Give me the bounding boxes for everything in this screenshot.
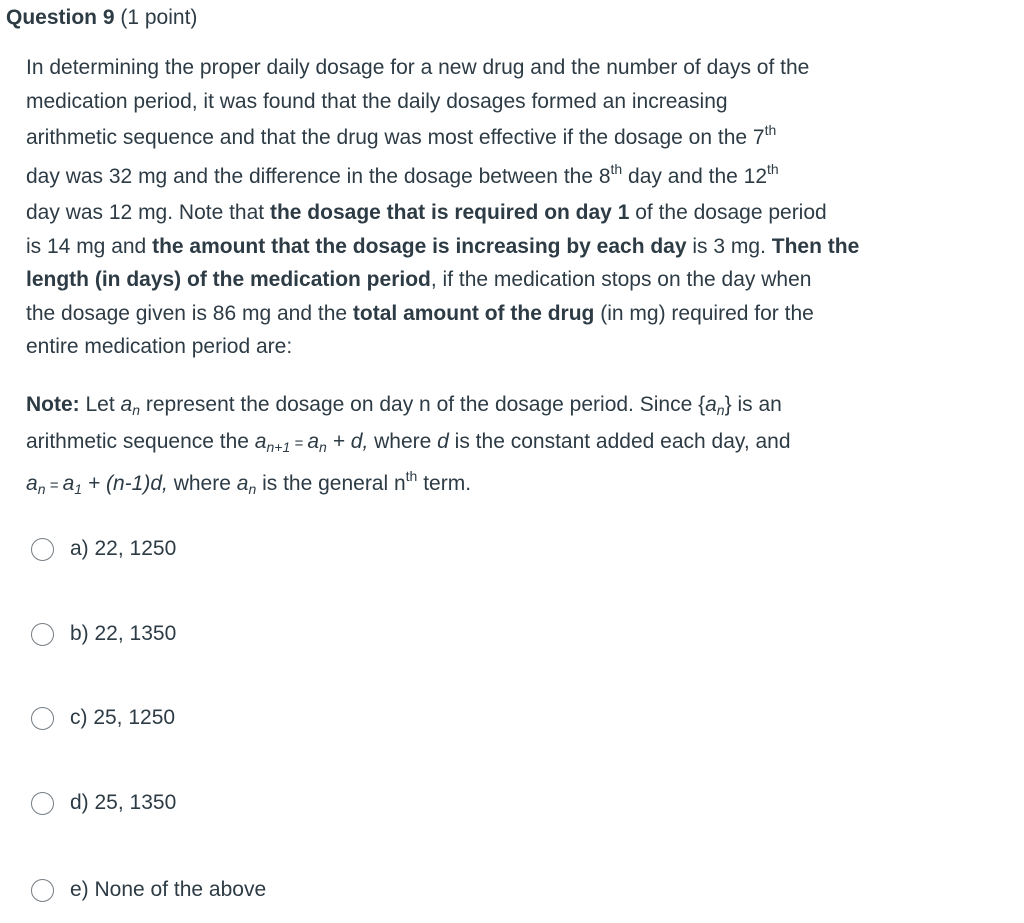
stem-line: arithmetic sequence and that the drug was most effective if the dosage on the 7th [26,122,777,149]
option-b[interactable] [31,622,176,646]
option-c[interactable] [31,706,175,730]
note-line: Note: Let $a_n$ represent the dosage on day n of the dosage period. Since $\{a_n\}$ is an [26,392,782,418]
question-header [6,4,197,32]
radio-button[interactable] [31,879,54,902]
ordinal-suffix: th [767,161,779,177]
option-a[interactable] [31,537,176,561]
stem-line: day was 32 mg and the difference in the dosage between the 8th day and the 12th [26,161,779,188]
option-label: b) 22, 1350 [70,622,177,645]
ordinal-suffix: th [610,161,623,177]
radio-button[interactable] [31,707,54,730]
option-label: d) 25, 1350 [70,791,177,814]
question-body [26,51,986,508]
option-d[interactable] [31,791,176,815]
stem-line: entire medication period are: [26,335,293,358]
option-e[interactable] [31,878,266,902]
option-label: a) 22, 1250 [70,537,177,560]
radio-button[interactable] [31,538,54,561]
note-line: arithmetic sequence the $a_{n+1} = a_n + d$, where d is the constant added each day, and [26,429,791,455]
stem-line: length (in days) of the medication period, if the medication stops on the day when [26,268,812,291]
question-points: (1 point) [120,6,198,29]
option-label: c) 25, 1250 [70,706,176,729]
question-stem [26,51,986,364]
radio-button[interactable] [31,623,54,646]
ordinal-suffix: th [764,122,777,138]
option-label: e) None of the above [70,878,267,901]
stem-line: is 14 mg and the amount that the dosage is increasing by each day is 3 mg. Then the [26,234,860,258]
question-number: Question 9 [6,6,115,29]
stem-line: the dosage given is 86 mg and the total amount of the drug (in mg) required for the [26,301,814,325]
radio-button[interactable] [31,792,54,815]
stem-line: day was 12 mg. Note that the dosage that is required on day 1 of the dosage period [26,201,827,224]
stem-line: In determining the proper daily dosage for a new drug and the number of days of the [26,56,810,79]
note-line: $a_n = a_1 + (n-1)d$, where $a_n$ is the general $n^{th}$ term. [26,467,472,497]
question-note [26,386,986,508]
stem-line: medication period, it was found that the daily dosages formed an increasing [26,89,728,113]
